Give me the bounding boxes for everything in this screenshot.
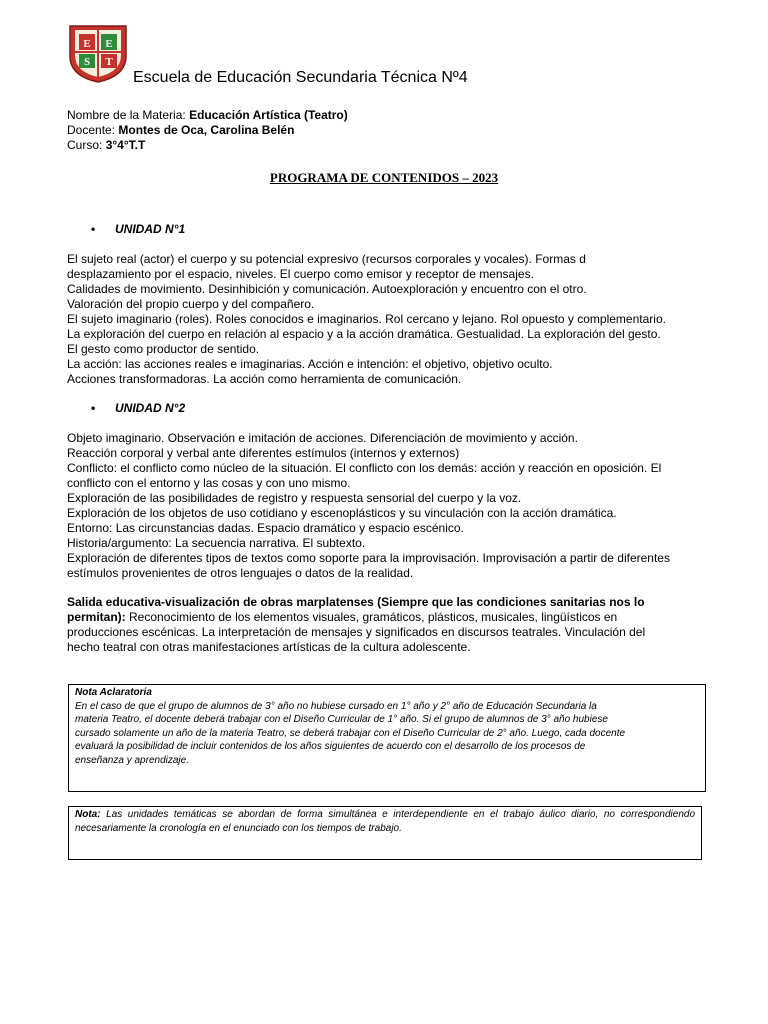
unit1-line: desplazamiento por el espacio, niveles. El cuerpo como emisor y receptor de mensajes. xyxy=(67,267,534,281)
clarifying-note-line: evaluará la posibilidad de incluir contenidos de los años siguientes de acuerdo con el desarrollo de los procesos de xyxy=(75,741,586,752)
course-line xyxy=(67,138,145,153)
unit1-content xyxy=(67,252,707,387)
teacher-value: Montes de Oca, Carolina Belén xyxy=(118,123,295,137)
bullet-icon: • xyxy=(91,401,96,415)
unit2-line: estímulos provenientes de otros lenguajes o datos de la realidad. xyxy=(67,566,414,580)
school-crest-icon xyxy=(66,20,130,84)
outing-line: producciones escénicas. La interpretación de mensajes y significados en discursos teatrales. Vinculación del xyxy=(67,625,646,639)
unit1-line: Calidades de movimiento. Desinhibición y comunicación. Autoexploración y encuentro con el otro. xyxy=(67,282,587,296)
outing-section xyxy=(67,595,707,655)
teacher-line xyxy=(67,123,294,138)
subject-value: Educación Artística (Teatro) xyxy=(189,108,348,122)
unit2-content xyxy=(67,431,707,581)
unit2-line: Conflicto: el conflicto como núcleo de la situación. El conflicto con los demás: acción y reacción en oposición. El xyxy=(67,461,662,475)
note-label: Nota: xyxy=(75,809,101,820)
clarifying-note-line: En el caso de que el grupo de alumnos de 3° año no hubiese cursado en 1° año y 2° año de Educación Secundaria la xyxy=(75,700,597,712)
note-text xyxy=(69,807,701,836)
outing-text: Reconocimiento de los elementos visuales, gramáticos, plásticos, musicales, lingüísticos en xyxy=(125,610,618,624)
unit1-line: Acciones transformadoras. La acción como herramienta de comunicación. xyxy=(67,372,462,386)
unit2-line: Reacción corporal y verbal ante diferentes estímulos (internos y externos) xyxy=(67,446,460,460)
outing-line xyxy=(67,610,707,625)
unit2-line: Historia/argumento: La secuencia narrativa. El subtexto. xyxy=(67,536,366,550)
crest-letter: S xyxy=(83,56,91,68)
clarifying-note-text xyxy=(69,685,705,768)
unit2-title: UNIDAD N°2 xyxy=(115,401,186,415)
unit1-line: El sujeto imaginario (roles). Roles conocidos e imaginarios. Rol cercano y lejano. Rol opuesto y complementario. xyxy=(67,312,666,326)
clarifying-note-box xyxy=(68,684,706,792)
unit1-line: Valoración del propio cuerpo y del compañero. xyxy=(67,297,315,311)
clarifying-note-line: enseñanza y aprendizaje. xyxy=(75,754,189,766)
unit1-title: UNIDAD N°1 xyxy=(115,222,186,236)
outing-heading-end: permitan): xyxy=(67,610,126,624)
unit1-heading xyxy=(91,222,185,236)
subject-label: Nombre de la Materia: xyxy=(67,108,190,122)
unit2-line: Exploración de las posibilidades de registro y respuesta sensorial del cuerpo y la voz. xyxy=(67,491,522,505)
outing-line: hecho teatral con otras manifestaciones artísticas de la cultura adolescente. xyxy=(67,640,471,654)
unit2-line: Exploración de diferentes tipos de textos como soporte para la improvisación. Improvisación a partir de diferentes xyxy=(67,551,670,565)
unit2-line: Entorno: Las circunstancias dadas. Espacio dramático y espacio escénico. xyxy=(67,521,464,535)
teacher-label: Docente: xyxy=(67,123,119,137)
unit1-line: El sujeto real (actor) el cuerpo y su potencial expresivo (recursos corporales y vocales). Formas d xyxy=(67,252,586,266)
bullet-icon: • xyxy=(91,222,96,236)
clarifying-note-line: materia Teatro, el docente deberá trabajar con el Diseño Curricular de 1° año. Si el grupo de alumnos de 3° año hubiese xyxy=(75,714,608,725)
clarifying-note-line: cursado solamente un año de la materia Teatro, se deberá trabajar con el Diseño Curricular de 2° año. Luego, cada docente xyxy=(75,727,626,739)
note-body: Las unidades temáticas se abordan de forma simultánea e interdependiente en el trabajo áulico diario, no correspondiendo necesariamente la cronología en el enunciado con los tiempos de trabajo. xyxy=(75,809,695,834)
unit2-line: conflicto con el entorno y las cosas y con uno mismo. xyxy=(67,476,351,490)
clarifying-note-heading: Nota Aclaratoria xyxy=(75,687,152,698)
unit1-line: La exploración del cuerpo en relación al espacio y a la acción dramática. Gestualidad. La exploración del gesto. xyxy=(67,327,661,341)
course-label: Curso: xyxy=(67,138,106,152)
page-title: PROGRAMA DE CONTENIDOS – 2023 xyxy=(269,170,499,185)
outing-heading: Salida educativa-visualización de obras marplatenses (Siempre que las condiciones sanitarias nos lo xyxy=(67,595,645,609)
crest-letter: T xyxy=(105,56,113,68)
note-box xyxy=(68,806,702,860)
unit2-heading xyxy=(91,401,185,415)
course-value: 3°4°T.T xyxy=(105,138,146,152)
subject-line xyxy=(67,108,348,123)
crest-letter: E xyxy=(83,38,91,50)
school-name: Escuela de Educación Secundaria Técnica Nº4 xyxy=(133,69,468,86)
unit1-line: La acción: las acciones reales e imaginarias. Acción e intención: el objetivo, objetivo oculto. xyxy=(67,357,553,371)
unit2-line: Exploración de los objetos de uso cotidiano y escenoplásticos y su vinculación con la acción dramática. xyxy=(67,506,617,520)
crest-letter: E xyxy=(105,38,113,50)
unit2-line: Objeto imaginario. Observación e imitación de acciones. Diferenciación de movimiento y acción. xyxy=(67,431,578,445)
unit1-line: El gesto como productor de sentido. xyxy=(67,342,260,356)
